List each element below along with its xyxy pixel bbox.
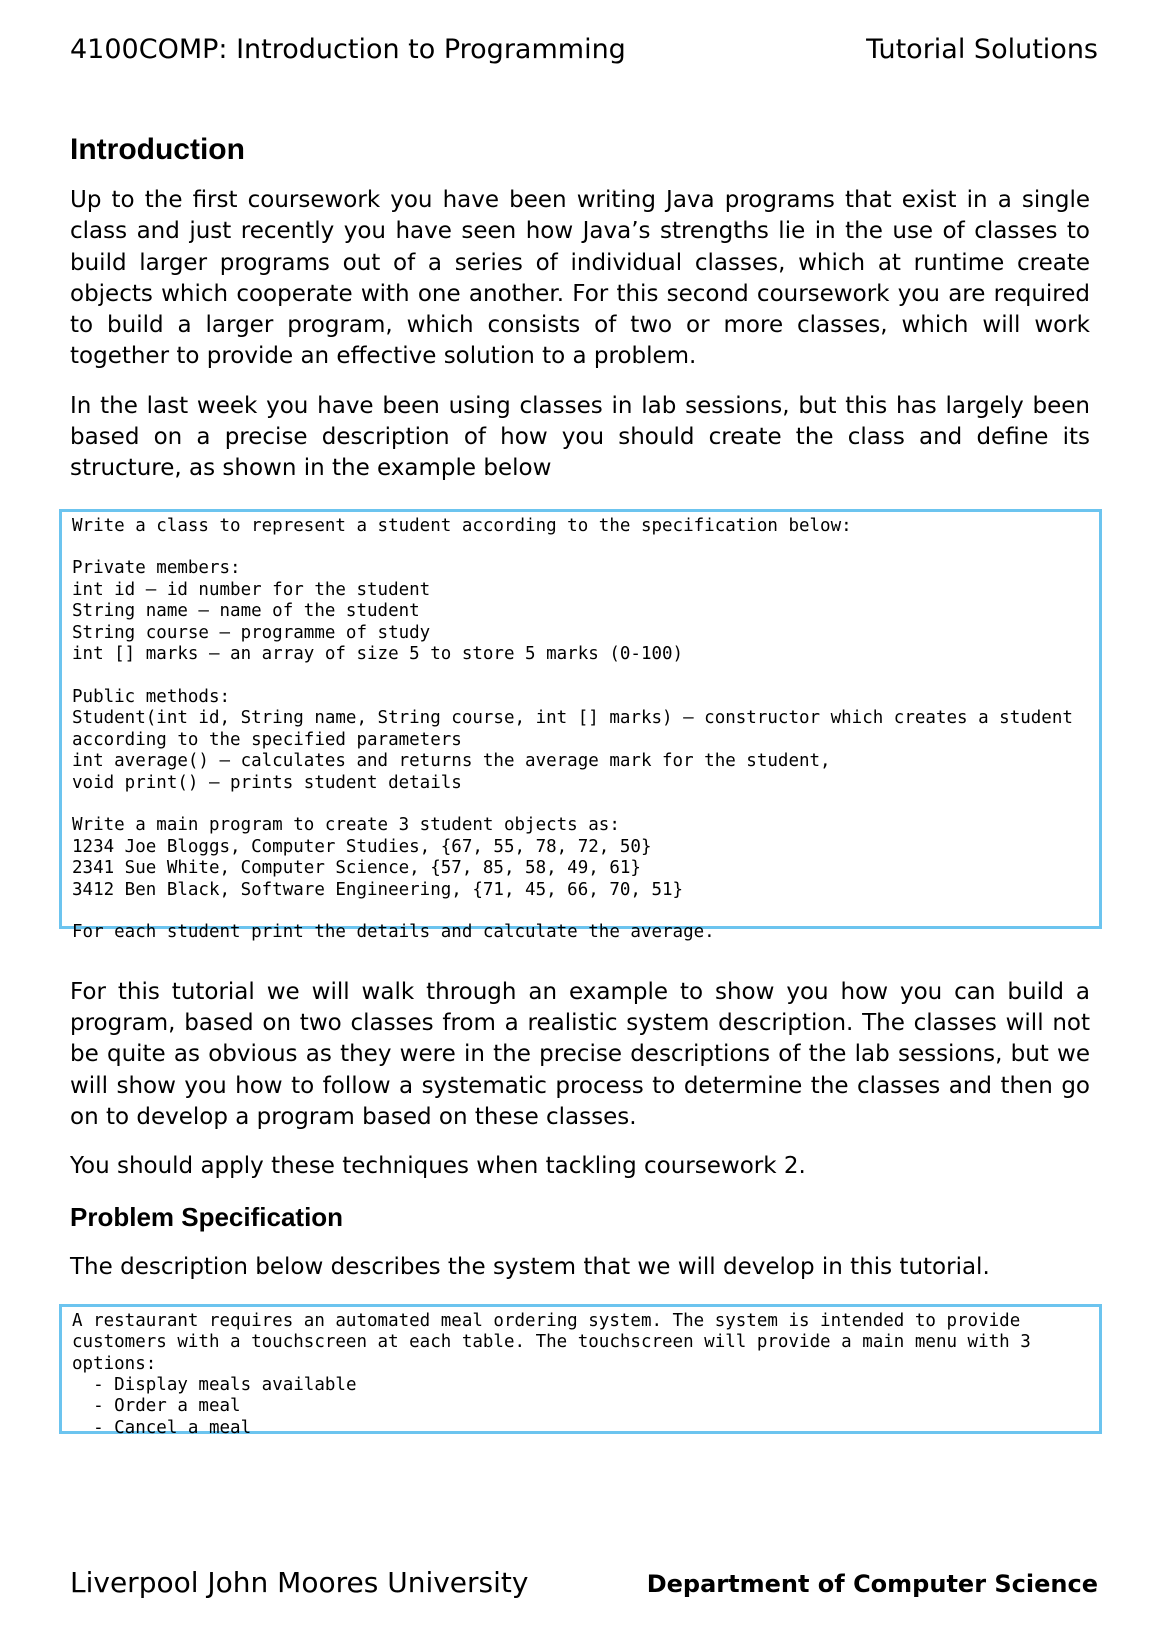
problem-intro-paragraph: The description below describes the system that we will develop in this tutorial. [70,1254,990,1281]
problem-specification-heading: Problem Specification [70,1202,344,1233]
department-name: Department of Computer Science [646,1570,1098,1598]
course-title: 4100COMP: Introduction to Programming [70,34,626,65]
restaurant-spec-box: A restaurant requires an automated meal ordering system. The system is intended to provide customers with a touchscreen at each table. The touchscreen will provide a main menu with 3 options: - Display meals available - Order a meal - Cancel a meal [59,1304,1102,1434]
intro-paragraph-1: Up to the first coursework you have been writing Java programs that exist in a single class and just recently you have seen how Java’s strengths lie in the use of classes to build larger programs out of a series of individual classes, which at runtime create objects which cooperate with one another. For this second coursework you are required to build a larger program, which consists of two or more classes, which will work together to provide an effective solution to a problem. [70,187,1090,370]
student-class-example-box: Write a class to represent a student according to the specification below: Private members: int id – id number for the student String name – name of the student String course – programme of study int [] marks – an array of size 5 to store 5 marks (0-100) Public methods: Student(int id, String name, String course, int [] marks) – constructor which creates a student according to the specified parameters int average() – calculates and returns the average mark for the student, void print() – prints student details Write a main program to create 3 student objects as: 1234 Joe Bloggs, Computer Studies, {67, 55, 78, 72, 50} 2341 Sue White, Computer Science, {57, 85, 58, 49, 61} 3412 Ben Black, Software Engineering, {71, 45, 66, 70, 51} For each student print the details and calculate the average. [59,509,1102,929]
intro-paragraph-2: In the last week you have been using classes in lab sessions, but this has largely been based on a precise description of how you should create the class and define its structure, as shown in the example below [70,392,1090,482]
document-type: Tutorial Solutions [866,34,1098,65]
introduction-heading: Introduction [70,133,245,166]
main-content [70,130,1090,1438]
university-name: Liverpool John Moores University [70,1566,529,1599]
tutorial-paragraph: For this tutorial we will walk through an example to show you how you can build a program, based on two classes from a realistic system description. The classes will not be quite as obvious as they were in the precise descriptions of the lab sessions, but we will show you how to follow a systematic process to determine the classes and then go on to develop a program based on these classes. [70,978,1090,1130]
page-footer [70,1566,1098,1606]
coursework-note: You should apply these techniques when tackling coursework 2. [70,1153,806,1180]
page-header [70,34,1098,74]
